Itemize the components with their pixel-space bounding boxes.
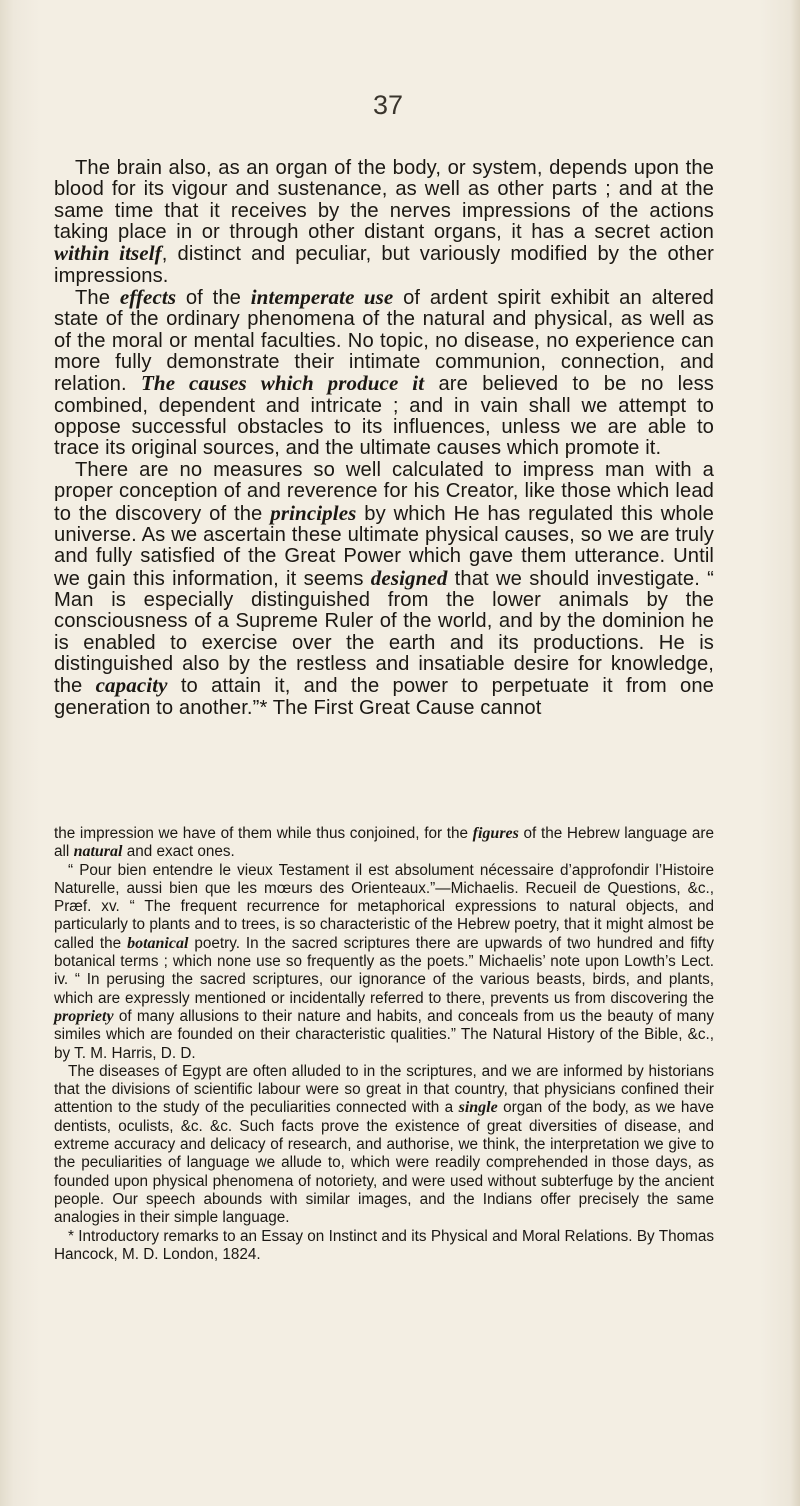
italic-text: effects bbox=[119, 285, 177, 310]
text-run: * Introductory remarks to an Essay on Instinct and its Physical and Moral Relations. By Thomas Hancock, M. D. London, 1824. bbox=[54, 1227, 714, 1263]
text-run: “ Pour bien entendre le vieux Testament il est absolument nécessaire d’approfondir l’Histoire Naturelle, aussi bien que les mœurs des Orienteaux.”—Michaelis. Recueil de Questions, &c., Præf. xv. “ The frequent recurrence for metaphorical expressions to natural objects, and particularly to plants and to trees, is so characteristic of the Hebrew poetry, that it might almost be called the bbox=[54, 861, 714, 952]
italic-text: capacity bbox=[95, 673, 168, 698]
footnote-paragraph bbox=[54, 825, 714, 862]
body-text bbox=[54, 158, 714, 719]
text-run: by which He has regulated this whole universe. As we ascertain these ultimate physical causes, so we are truly and fully satisfied of the Great Power which gave them utterance. Until we gain this information, it seems bbox=[54, 502, 714, 590]
text-run: are believed to be no less combined, dependent and intricate ; and in vain shall we attempt to oppose successful obstacles to its influences, unless we are able to trace its original sources, and the ultimate causes which promote it. bbox=[54, 373, 714, 460]
italic-text: botanical bbox=[127, 934, 189, 952]
text-run: , distinct and peculiar, but variously modified by the other impressions. bbox=[54, 243, 714, 287]
text-run: organ of the body, as we have dentists, oculists, &c. &c. Such facts prove the existence of great diversities of disease, and extreme accuracy and delicacy of research, and authorise, we think, the interpretation we give to the peculiarities of language we allude to, which were readily comprehended in those days, as founded upon physical phenomena of notoriety, and were used without subterfuge by the ancient people. Our speech abounds with similar images, and the Indians offer precisely the same analogies in their simple language. bbox=[54, 1099, 714, 1227]
text-run: There are no measures so well calculated to impress man with a proper conception of and reverence for his Creator, like those which lead to the discovery of the bbox=[54, 458, 714, 525]
italic-text: within itself bbox=[54, 241, 162, 266]
italic-text: designed bbox=[370, 565, 448, 590]
text-run: and exact ones. bbox=[122, 843, 235, 861]
footnote-paragraph bbox=[54, 1228, 714, 1265]
text-run: of the bbox=[176, 287, 251, 310]
text-run: of the Hebrew language are all bbox=[54, 825, 715, 861]
italic-text: natural bbox=[73, 843, 123, 861]
text-run: the impression we have of them while thus conjoined, for the bbox=[54, 825, 473, 842]
italic-text: The causes which produce it bbox=[141, 371, 425, 396]
text-run: of ardent spirit exhibit an altered state of the ordinary phenomena of the natural and physical, as well as of the moral or mental faculties. No topic, no disease, no experience can more fully demonstrate their intimate communion, connection, and relation. bbox=[54, 287, 715, 396]
italic-text: propriety bbox=[54, 1007, 114, 1025]
footnote-paragraph bbox=[54, 862, 714, 1063]
italic-text: intemperate use bbox=[250, 285, 394, 310]
italic-text: principles bbox=[270, 500, 357, 525]
text-run: of many allusions to their nature and habits, and conceals from us the beauty of many similes which are founded on their characteristic qualities.” The Natural History of the Bible, &c., by T. M. Harris, D. D. bbox=[54, 1007, 714, 1062]
text-run: The bbox=[75, 287, 120, 310]
text-run: to attain it, and the power to perpetuate it from one generation to another.”* The First Great Cause cannot bbox=[54, 675, 715, 719]
italic-text: single bbox=[458, 1099, 498, 1117]
body-paragraph bbox=[54, 287, 714, 460]
body-paragraph bbox=[54, 460, 714, 719]
page-number: 37 bbox=[372, 90, 404, 120]
text-run: poetry. In the sacred scriptures there are upwards of two hundred and fifty botanical terms ; which none use so frequently as the poets.” Michaelis’ note upon Lowth’s Lect. iv. “ In perusing the sacred scriptures, our ignorance of the various beasts, birds, and plants, which are expressly mentioned or incidentally referred to there, prevents us from discovering the bbox=[54, 934, 715, 1007]
text-run: The brain also, as an organ of the body, or system, depends upon the blood for its vigour and sustenance, as well as other parts ; and at the same time that it receives by the nerves impressions of the actions taking place in or through other distant organs, it has a secret action bbox=[54, 157, 714, 244]
footnote-paragraph bbox=[54, 1063, 714, 1228]
body-paragraph bbox=[54, 158, 714, 287]
text-run: that we should investigate. “ Man is especially distinguished from the lower animals by the consciousness of a Supreme Ruler of the world, and by the dominion he is enabled to exercise over the earth and its productions. He is distinguished also by the restless and insatiable desire for knowledge, the bbox=[54, 567, 714, 698]
text-run: The diseases of Egypt are often alluded to in the scriptures, and we are informed by historians that the divisions of scientific labour were so great in that country, that physicians confined their attention to the study of the peculiarities connected with a bbox=[54, 1062, 714, 1117]
footnotes bbox=[54, 825, 714, 1264]
italic-text: figures bbox=[472, 825, 519, 842]
